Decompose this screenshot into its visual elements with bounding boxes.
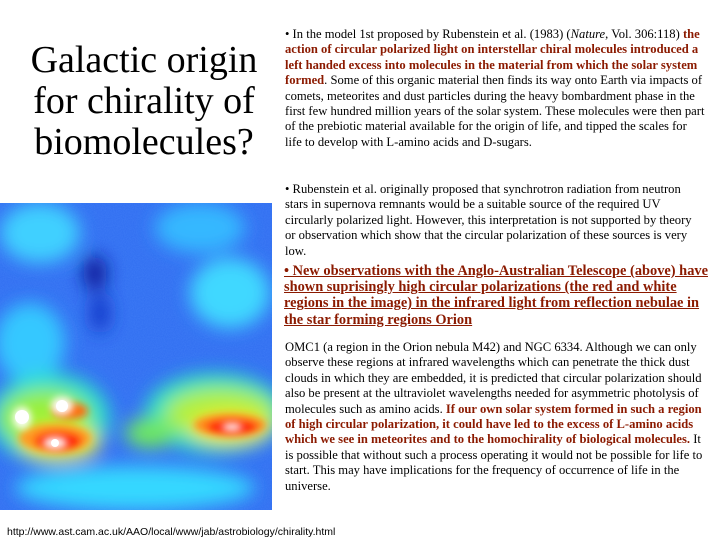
polarization-image bbox=[0, 203, 272, 510]
slide-title: Galactic origin for chirality of biomolecules? bbox=[30, 39, 258, 163]
highlight-text: If our own solar system formed in such a region of high circular polarization, it could have led to the excess of L-amino acids which we see in meteorites and to the homochirality of biological molecules. bbox=[285, 401, 702, 447]
paragraph-new-observations: • New observations with the Anglo-Australian Telescope (above) have shown suprisingly high circular polarizations (the red and white regions in the image) in the infrared light from reflection nebulae in the star forming regions Orion bbox=[284, 263, 708, 328]
highlight-text: the action of circular polarized light on interstellar chiral molecules introduced a left handed excess into molecules in the material from which the solar system formed bbox=[285, 27, 700, 88]
journal-name: Nature bbox=[570, 27, 606, 41]
source-url: http://www.ast.cam.ac.uk/AAO/local/www/jab/astrobiology/chirality.html bbox=[7, 526, 336, 538]
paragraph-rubenstein-model: • In the model 1st proposed by Rubenstein et al. (1983) (Nature, Vol. 306:118) the action of circular polarized light on interstellar chiral molecules introduced a left handed excess into molecules in the material from which the solar system formed. Some of this organic material then finds its way onto Earth via impacts of comets, meteorites and dust particles during the heavy bombardment phase in the first few hundred million years of the solar system. These molecules were then part of the prebiotic material available for the origin of life, and tipped the scales for life to develop with L-amino acids and D-sugars. bbox=[285, 27, 705, 149]
paragraph-omc1: OMC1 (a region in the Orion nebula M42) and NGC 6334. Although we can only observe these regions at infrared wavelengths which can penetrate the thick dust clouds in which they are embedded, it is predicted that circular polarization should also be present at the ultraviolet wavelengths needed for asymmetric photolysis of molecules such as amino acids. If our own solar system formed in such a region of high circular polarization, it could have led to the excess of L-amino acids which we see in meteorites and to the homochirality of biological molecules. It is possible that without such a process operating it would not be possible for life to start. This may have implications for the frequency of occurrence of life in the universe. bbox=[285, 340, 703, 493]
polarization-map bbox=[0, 203, 272, 510]
paragraph-synchrotron: • Rubenstein et al. originally proposed that synchrotron radiation from neutron stars in supernova remnants would be a suitable source of the required UV circularly polarized light. However, this interpretation is not supported by theory or observation which show that the circular polarization of these sources is very low. bbox=[285, 182, 692, 258]
